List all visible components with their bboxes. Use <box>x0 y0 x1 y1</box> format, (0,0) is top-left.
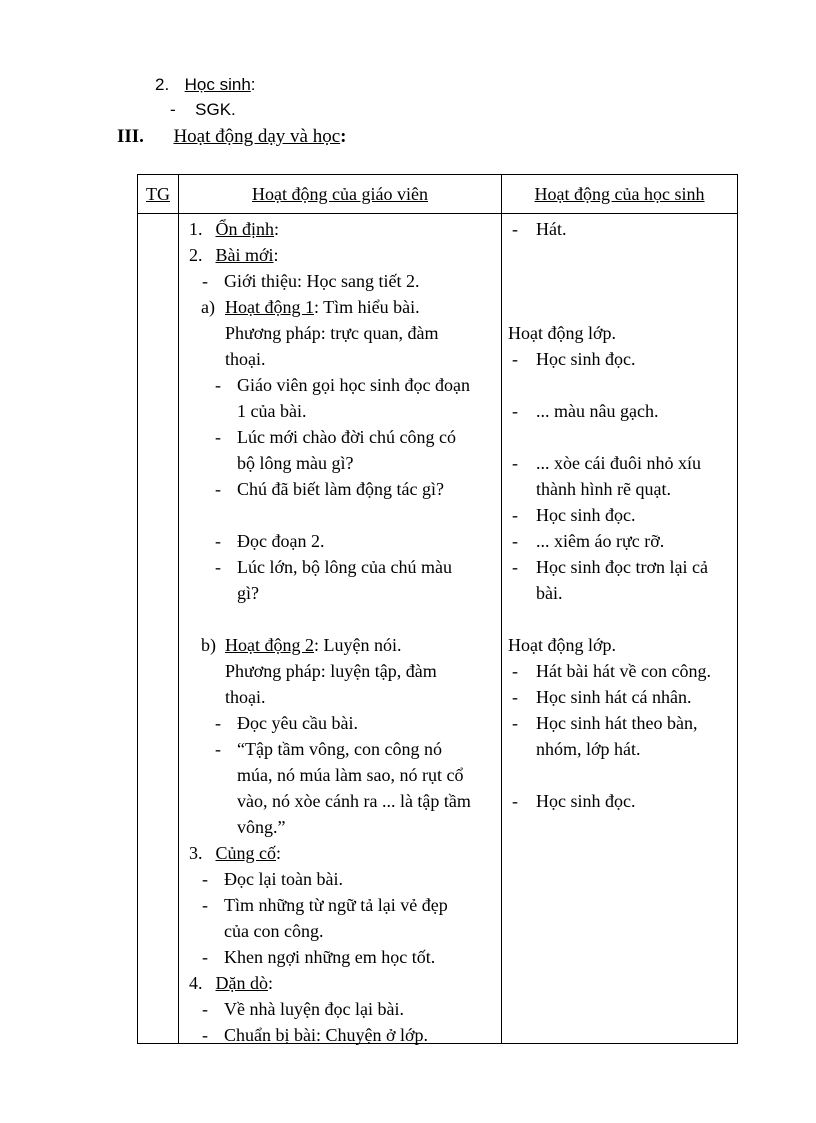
section-2-num: 2. <box>189 245 203 265</box>
a-q5-dash: - <box>215 557 221 577</box>
r9-dash: - <box>512 687 518 707</box>
a-q3-dash: - <box>215 479 221 499</box>
a-q1-line-1: Giáo viên gọi học sinh đọc đoạn <box>237 375 470 395</box>
section-2-colon: : <box>273 245 279 265</box>
intro-text: Giới thiệu: Học sang tiết 2. <box>224 271 420 291</box>
section-3-colon: : <box>276 843 282 863</box>
class-activity-1: Hoạt động lớp. <box>508 323 617 343</box>
r10-dash: - <box>512 713 518 733</box>
intro-line: - <box>202 271 208 291</box>
activity-a-title <box>225 294 420 320</box>
a-q2-line-1: Lúc mới chào đời chú công có <box>237 427 456 447</box>
section-heading <box>117 124 347 150</box>
b-q1-dash: - <box>215 713 221 733</box>
section-3-label: Củng cố <box>215 843 276 863</box>
section-2 <box>189 242 279 268</box>
a-q4-dash: - <box>215 531 221 551</box>
a-q4: Đọc đoạn 2. <box>237 531 325 551</box>
a-q2-line-2: bộ lông màu gì? <box>237 453 354 473</box>
d-q1-dash: - <box>202 999 208 1019</box>
a-q5-line-2: gì? <box>237 583 259 603</box>
activity-b-mark: b) <box>201 635 216 655</box>
section-4-num: 4. <box>189 973 203 993</box>
d-q2-dash: - <box>202 1025 208 1045</box>
table-body-row <box>138 214 738 1044</box>
lesson-table <box>137 174 738 1044</box>
section-1 <box>189 216 279 242</box>
b-q2-line-2: múa, nó múa làm sao, nó rụt cổ <box>237 765 464 785</box>
c-q2-line-2: của con công. <box>224 921 324 941</box>
r10-line-1: Học sinh hát theo bàn, <box>536 713 698 733</box>
student-cell <box>502 214 738 1044</box>
activity-a-method-2: thoại. <box>225 349 266 369</box>
r1-dash: - <box>512 219 518 239</box>
header-tg: TG <box>138 175 179 214</box>
section-1-colon: : <box>274 219 280 239</box>
r4-dash: - <box>512 453 518 473</box>
activity-b-title <box>225 632 402 658</box>
a-q1-dash: - <box>215 375 221 395</box>
activity-b-method-1: Phương pháp: luyện tập, đàm <box>225 661 437 681</box>
c-q1: Đọc lại toàn bài. <box>224 869 343 889</box>
r5: Học sinh đọc. <box>536 505 636 525</box>
r9: Học sinh hát cá nhân. <box>536 687 692 707</box>
header-student: Hoạt động của học sinh <box>502 175 738 214</box>
section-3 <box>189 840 281 866</box>
activity-a-label: Hoạt động 1 <box>225 297 314 317</box>
r8-dash: - <box>512 661 518 681</box>
r8: Hát bài hát về con công. <box>536 661 711 681</box>
section-2-label: Bài mới <box>215 245 274 265</box>
activity-b-rest: : Luyện nói. <box>314 635 402 655</box>
activity-b-label: Hoạt động 2 <box>225 635 314 655</box>
r10-line-2: nhóm, lớp hát. <box>536 739 641 759</box>
section-4 <box>189 970 273 996</box>
tg-cell <box>138 214 179 1044</box>
r4-line-1: ... xòe cái đuôi nhỏ xíu <box>536 453 701 473</box>
activity-a-rest: : Tìm hiểu bài. <box>314 297 420 317</box>
a-q1-line-2: 1 của bài. <box>237 401 307 421</box>
r2-dash: - <box>512 349 518 369</box>
r2: Học sinh đọc. <box>536 349 636 369</box>
section-1-label: Ổn định <box>215 219 274 239</box>
sgk-text: SGK. <box>195 100 236 119</box>
sgk-item <box>170 97 236 123</box>
c-q2-line-1: Tìm những từ ngữ tả lại vẻ đẹp <box>224 895 448 915</box>
r7-line-2: bài. <box>536 583 563 603</box>
activity-b-method-2: thoại. <box>225 687 266 707</box>
r6-dash: - <box>512 531 518 551</box>
section-roman: III. <box>117 126 144 147</box>
r7-line-1: Học sinh đọc trơn lại cả <box>536 557 708 577</box>
r7-dash: - <box>512 557 518 577</box>
c-q1-dash: - <box>202 869 208 889</box>
r11-dash: - <box>512 791 518 811</box>
b-q1: Đọc yêu cầu bài. <box>237 713 358 733</box>
students-heading <box>155 72 256 98</box>
a-q5-line-1: Lúc lớn, bộ lông của chú màu <box>237 557 452 577</box>
r5-dash: - <box>512 505 518 525</box>
header-teacher: Hoạt động của giáo viên <box>179 175 502 214</box>
activity-a-method-1: Phương pháp: trực quan, đàm <box>225 323 439 343</box>
activity-a-mark: a) <box>201 297 215 317</box>
class-activity-2: Hoạt động lớp. <box>508 635 617 655</box>
section-title: Hoạt động dạy và học <box>173 126 341 147</box>
section-3-num: 3. <box>189 843 203 863</box>
students-colon: : <box>250 75 256 94</box>
sgk-dash: - <box>170 100 176 119</box>
r6: ... xiêm áo rực rỡ. <box>536 531 665 551</box>
d-q1: Về nhà luyện đọc lại bài. <box>224 999 404 1019</box>
teacher-cell <box>179 214 502 1044</box>
table-header-row <box>138 175 738 214</box>
b-q2-line-1: “Tập tầm vông, con công nó <box>237 739 442 759</box>
b-q2-line-4: vông.” <box>237 817 286 837</box>
r4-line-2: thành hình rẽ quạt. <box>536 479 671 499</box>
c-q3: Khen ngợi những em học tốt. <box>224 947 436 967</box>
section-colon: : <box>340 126 347 147</box>
r3: ... màu nâu gạch. <box>536 401 659 421</box>
students-number: 2. <box>155 75 170 94</box>
c-q2-dash: - <box>202 895 208 915</box>
b-q2-dash: - <box>215 739 221 759</box>
b-q2-line-3: vào, nó xòe cánh ra ... là tập tầm <box>237 791 471 811</box>
a-q3: Chú đã biết làm động tác gì? <box>237 479 444 499</box>
r3-dash: - <box>512 401 518 421</box>
r1: Hát. <box>536 219 567 239</box>
c-q3-dash: - <box>202 947 208 967</box>
d-q2: Chuẩn bị bài: Chuyện ở lớp. <box>224 1025 429 1045</box>
section-1-num: 1. <box>189 219 203 239</box>
section-4-colon: : <box>268 973 274 993</box>
a-q2-dash: - <box>215 427 221 447</box>
r11: Học sinh đọc. <box>536 791 636 811</box>
students-label: Học sinh <box>184 75 251 94</box>
section-4-label: Dặn dò <box>215 973 268 993</box>
